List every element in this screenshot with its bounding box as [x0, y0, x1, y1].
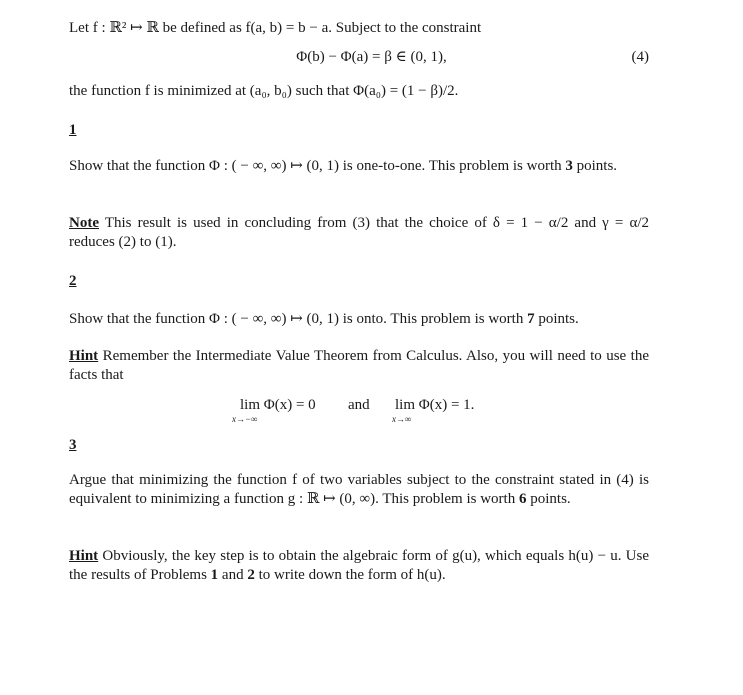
problem-1-note: [69, 214, 649, 252]
hint-label-3: Hint: [69, 548, 99, 564]
hint-text-3a: Obviously, the key step is to obtain the algebraic form of g(u), which equals h(u) − u. Use the results of Problems: [69, 548, 649, 583]
hint-text-3b: to write down the form of h(u).: [254, 567, 446, 583]
problem-3-text-end: points.: [526, 491, 571, 507]
intro-line-2: the function f is minimized at (a₀, b₀) such that Φ(a₀) = (1 − β)/2.: [69, 83, 459, 99]
limit-neg-sub: x→−∞: [232, 414, 258, 424]
limit-neg-infinity: lim Φ(x) = 0: [240, 397, 316, 413]
problem-2-text-end: points.: [534, 311, 579, 327]
hint-label: Hint: [69, 348, 99, 364]
problem-3-statement: [69, 471, 649, 509]
problem-1-text-end: points.: [576, 158, 618, 174]
problem-2-statement: [69, 310, 649, 329]
problem-2-hint: [69, 347, 649, 385]
problem-2-number: 2: [69, 273, 77, 289]
limit-and: and: [348, 397, 370, 413]
problem-3-points: 6: [518, 491, 527, 507]
problem-3-hint: [69, 547, 649, 585]
limit-pos-infinity: lim Φ(x) = 1.: [395, 397, 475, 413]
limits-equation: [230, 396, 530, 426]
note-text: This result is used in concluding from (3) that the choice of δ = 1 − α/2 and γ = α/2 reduces (2) to (1).: [69, 215, 649, 250]
problem-1-points: 3: [565, 158, 573, 174]
problem-1-number: 1: [69, 122, 77, 138]
problem-3-text: Argue that minimizing the function f of two variables subject to the constraint stated in (4) is equivalent to minimizing a function g : ℝ ↦ (0, ∞). This problem is worth: [69, 472, 649, 507]
problem-1-text: Show that the function Φ : ( − ∞, ∞) ↦ (0, 1) is one-to-one. This problem is worth: [69, 158, 566, 174]
constraint-equation: Φ(b) − Φ(a) = β ∈ (0, 1),: [296, 49, 447, 65]
hint-text: Remember the Intermediate Value Theorem from Calculus. Also, you will need to use the facts that: [69, 348, 649, 383]
hint-ref-2: 2: [247, 567, 255, 583]
hint-ref-1: 1: [210, 567, 219, 583]
equation-number: (4): [631, 49, 649, 65]
problem-1-statement: [69, 157, 649, 176]
intro-line-1: Let f : ℝ² ↦ ℝ be defined as f(a, b) = b − a. Subject to the constraint: [69, 20, 482, 36]
problem-2-text: Show that the function Φ : ( − ∞, ∞) ↦ (0, 1) is onto. This problem is worth: [69, 311, 528, 327]
problem-3-number: 3: [69, 437, 77, 453]
note-label: Note: [69, 215, 99, 231]
hint-and: and: [218, 567, 248, 583]
problem-2-points: 7: [527, 311, 535, 327]
limit-pos-sub: x→∞: [392, 414, 412, 424]
